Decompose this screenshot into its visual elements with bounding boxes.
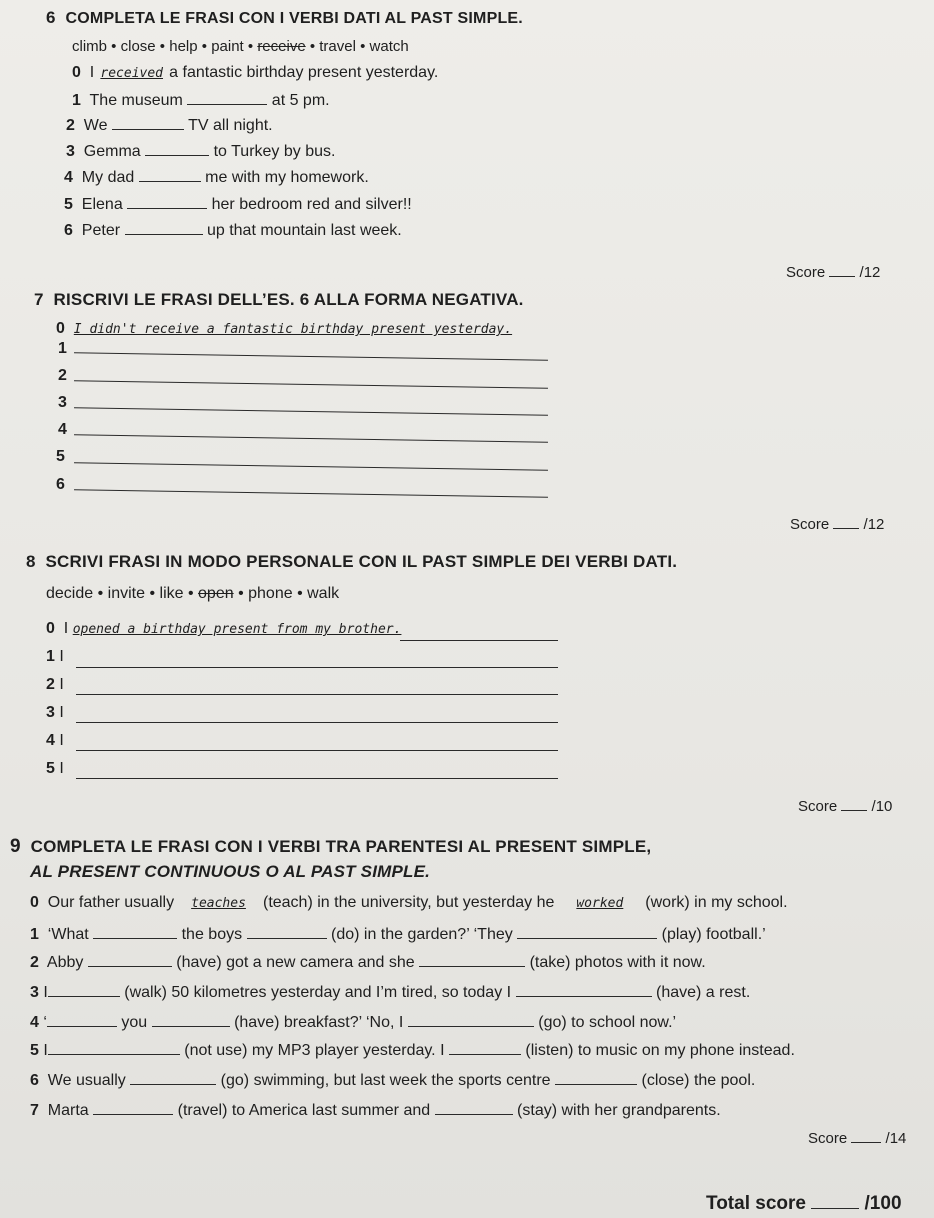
ex7-line-number: 3 [58, 394, 67, 411]
ex7-line-number: 6 [56, 476, 65, 493]
answer-blank[interactable] [93, 1100, 173, 1115]
example-answer: teaches [191, 896, 246, 911]
answer-blank[interactable] [145, 141, 209, 156]
answer-line[interactable] [74, 407, 548, 415]
total-score-blank[interactable] [811, 1192, 859, 1209]
ex9-sentence-5: 5 I (not use) my MP3 player yesterday. I (listen) to music on my phone instead. [30, 1042, 795, 1059]
ex7-line-number: 2 [58, 367, 67, 384]
score-blank[interactable] [841, 796, 867, 811]
ex6-item-6: 6 Peter up that mountain last week. [64, 222, 402, 239]
ex9-score: Score /14 [808, 1130, 907, 1147]
ex8-line: 3 I [46, 704, 64, 721]
ex9-sentence-4: 4 ‘ you (have) breakfast?’ ‘No, I (go) to school now.’ [30, 1014, 677, 1031]
ex8-number: 8 [26, 552, 36, 571]
score-blank[interactable] [851, 1128, 881, 1143]
answer-line[interactable] [76, 722, 558, 723]
answer-blank[interactable] [127, 194, 207, 209]
answer-blank[interactable] [187, 90, 267, 105]
ex7-title: RISCRIVI LE FRASI DELL’ES. 6 ALLA FORMA NEGATIVA. [53, 290, 524, 309]
ex9-sentence-1: 1 ‘What the boys (do) in the garden?’ ‘They (play) football.’ [30, 926, 766, 943]
ex6-word-bank: climb • close • help • paint • receive • travel • watch [72, 38, 409, 55]
crossed-out-word: open [198, 585, 234, 602]
ex8-line: 2 I [46, 676, 64, 693]
ex7-score: Score /12 [790, 516, 885, 533]
ex9-title: COMPLETA LE FRASI CON I VERBI TRA PARENTESI AL PRESENT SIMPLE, [30, 837, 652, 856]
ex9-sentence-3: 3 I (walk) 50 kilometres yesterday and I’m tired, so today I (have) a rest. [30, 984, 751, 1001]
answer-blank[interactable] [419, 952, 525, 967]
crossed-out-word: receive [257, 38, 306, 55]
ex7-line-number: 1 [58, 340, 67, 357]
answer-blank[interactable] [152, 1012, 230, 1027]
example-answer: worked [576, 896, 624, 911]
ex6-item-4: 4 My dad me with my homework. [64, 169, 369, 186]
ex8-example: 0 I opened a birthday present from my brother. [46, 620, 402, 637]
answer-blank[interactable] [130, 1070, 216, 1085]
answer-line[interactable] [76, 667, 558, 668]
ex8-title: SCRIVI FRASI IN MODO PERSONALE CON IL PAST SIMPLE DEI VERBI DATI. [45, 552, 678, 571]
ex7-example: 0 I didn't receive a fantastic birthday present yesterday. [56, 320, 513, 337]
ex8-line: 5 I [46, 760, 64, 777]
total-score-max: /100 [864, 1193, 902, 1214]
answer-blank[interactable] [88, 952, 172, 967]
answer-line[interactable] [76, 750, 558, 751]
answer-blank[interactable] [516, 982, 652, 997]
total-score-label: Total score [706, 1193, 806, 1214]
answer-blank[interactable] [408, 1012, 534, 1027]
example-answer: received [100, 66, 164, 81]
answer-blank[interactable] [112, 115, 184, 130]
answer-blank[interactable] [555, 1070, 637, 1085]
total-score [706, 1192, 902, 1215]
ex6-item-3: 3 Gemma to Turkey by bus. [66, 143, 336, 160]
answer-blank[interactable] [449, 1040, 521, 1055]
ex6-number: 6 [46, 8, 56, 27]
ex7-heading [34, 290, 524, 310]
ex8-score: Score /10 [798, 798, 893, 815]
ex9-heading [10, 836, 651, 858]
ex9-number: 9 [10, 836, 21, 857]
ex7-line-number: 5 [56, 448, 65, 465]
example-answer: I didn't receive a fantastic birthday present yesterday. [73, 322, 513, 337]
answer-blank[interactable] [48, 1040, 180, 1055]
answer-line[interactable] [76, 694, 558, 695]
ex9-title-line2: AL PRESENT CONTINUOUS O AL PAST SIMPLE. [30, 862, 431, 881]
answer-line[interactable] [74, 352, 548, 360]
answer-blank[interactable] [247, 924, 327, 939]
score-blank[interactable] [833, 514, 859, 529]
answer-blank[interactable] [125, 220, 203, 235]
ex9-sentence-6: 6 We usually (go) swimming, but last week the sports centre (close) the pool. [30, 1072, 756, 1089]
answer-blank[interactable] [47, 1012, 117, 1027]
ex6-example: 0 I received a fantastic birthday present yesterday. [72, 64, 439, 81]
answer-line[interactable] [74, 434, 548, 442]
ex7-line-number: 4 [58, 421, 67, 438]
ex6-title: COMPLETA LE FRASI CON I VERBI DATI AL PAST SIMPLE. [65, 10, 523, 27]
answer-line[interactable] [74, 489, 548, 497]
ex7-number: 7 [34, 290, 44, 309]
example-answer: opened a birthday present from my brother. [72, 622, 402, 637]
ex8-heading [26, 552, 677, 572]
answer-blank[interactable] [48, 982, 120, 997]
ex6-score: Score /12 [786, 264, 881, 281]
answer-blank[interactable] [517, 924, 657, 939]
ex9-sentence-2: 2 Abby (have) got a new camera and she (take) photos with it now. [30, 954, 706, 971]
answer-line[interactable] [74, 380, 548, 388]
ex6-item-5: 5 Elena her bedroom red and silver!! [64, 196, 412, 213]
answer-line[interactable] [74, 462, 548, 470]
ex9-sentence-7: 7 Marta (travel) to America last summer and (stay) with her grandparents. [30, 1102, 721, 1119]
answer-line[interactable] [400, 640, 558, 641]
ex6-heading [46, 8, 523, 28]
score-blank[interactable] [829, 262, 855, 277]
ex9-sentence-0: 0 Our father usually teaches (teach) in the university, but yesterday he worked (work) in my school. [30, 894, 788, 911]
ex8-word-bank: decide • invite • like • open • phone • walk [46, 585, 340, 602]
answer-blank[interactable] [93, 924, 177, 939]
ex6-item-2: 2 We TV all night. [66, 117, 273, 134]
ex8-line: 1 I [46, 648, 64, 665]
answer-blank[interactable] [139, 167, 201, 182]
ex6-item-1: 1 The museum at 5 pm. [72, 92, 330, 109]
ex8-line: 4 I [46, 732, 64, 749]
answer-line[interactable] [76, 778, 558, 779]
answer-blank[interactable] [435, 1100, 513, 1115]
